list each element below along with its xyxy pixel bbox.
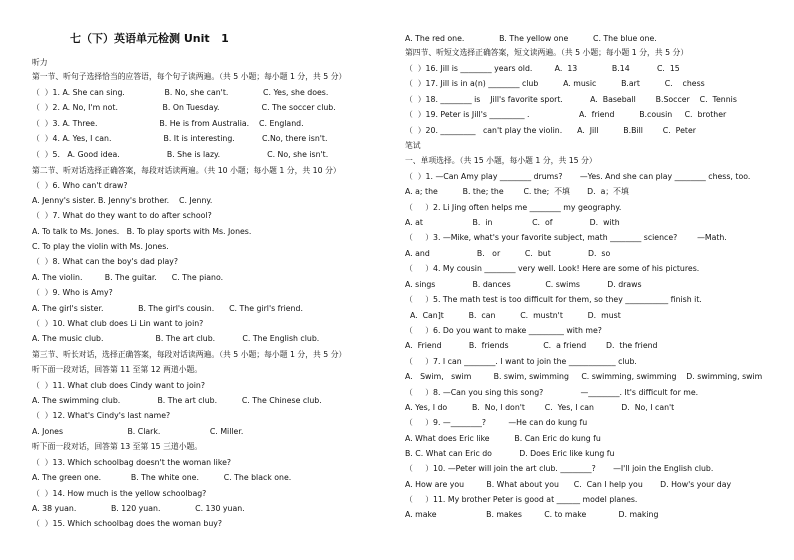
right-line-24: A. Yes, I do B. No, I don't C. Yes, I can D. No, I can't [405,403,675,412]
right-line-3: （ ）17. Jill is in a(n) ________ club A. music B.art C. chess [405,79,705,88]
left-line-3: （ ）1. A. She can sing. B. No, she can't. C. Yes, she does. [32,88,329,97]
right-line-21: （ ）7. I can ________. I want to join the ____________ club. [405,357,637,366]
right-line-28: （ ）10. —Peter will join the art club. ________? —I'll join the English club. [405,464,714,473]
left-line-8: 第二节、听对话选择正确答案，每段对话读两遍。（共 10 小题；每小题 1 分，共 10 分） [32,166,341,175]
left-line-22: （ ）11. What club does Cindy want to join? [32,381,205,390]
right-line-12: A. at B. in C. of D. with [405,218,620,227]
right-line-13: （ ）3. —Mike, what's your favorite subject, math ________ science? —Math. [405,233,727,242]
left-line-5: （ ）3. A. Three. B. He is from Australia. C. England. [32,119,304,128]
left-line-31: （ ）15. Which schoolbag does the woman buy? [32,519,223,528]
right-line-8: 一、单项选择。（共 15 小题，每小题 1 分，共 15 分） [405,156,597,165]
page-title: 七（下）英语单元检测 Unit 1 [70,32,229,45]
right-line-10: A. a; the B. the; the C. the; 不填 D. a；不填 [405,187,629,196]
left-line-12: A. To talk to Ms. Jones. B. To play sports with Ms. Jones. [32,227,252,236]
left-line-14: （ ）8. What can the boy's dad play? [32,257,179,266]
left-line-16: （ ）9. Who is Amy? [32,288,113,297]
left-line-21: 听下面一段对话，回答第 11 至第 12 两道小题。 [32,365,203,374]
right-line-19: （ ）6. Do you want to make _________ with me? [405,326,602,335]
left-line-9: （ ）6. Who can't draw? [32,181,128,190]
left-line-23: A. The swimming club. B. The art club. C. The Chinese club. [32,396,322,405]
right-line-9: （ ）1. —Can Amy play ________ drums? —Yes. And she can play ________ chess, too. [405,172,751,181]
left-line-4: （ ）2. A. No, I'm not. B. On Tuesday. C. The soccer club. [32,103,336,112]
right-line-26: A. What does Eric like B. Can Eric do kung fu [405,434,601,443]
left-line-28: A. The green one. B. The white one. C. The black one. [32,473,292,482]
right-line-4: （ ）18. ________ is Jill's favorite sport. A. Baseball B.Soccer C. Tennis [405,95,737,104]
right-line-30: （ ）11. My brother Peter is good at ______ model planes. [405,495,638,504]
left-line-10: A. Jenny's sister. B. Jenny's brother. C. Jenny. [32,196,213,205]
right-line-22: A. Swim, swim B. swim, swimming C. swimming, swimming D. swimming, swim [405,372,763,381]
right-line-20: A. Friend B. friends C. a friend D. the friend [405,341,658,350]
right-line-16: A. sings B. dances C. swims D. draws [405,280,642,289]
left-line-30: A. 38 yuan. B. 120 yuan. C. 130 yuan. [32,504,245,513]
right-line-11: （ ）2. Li Jing often helps me ________ my geography. [405,203,622,212]
right-line-14: A. and B. or C. but D. so [405,249,611,258]
left-line-11: （ ）7. What do they want to do after school? [32,211,212,220]
left-line-25: A. Jones B. Clark. C. Miller. [32,427,244,436]
right-line-1: 第四节、听短文选择正确答案，短文读两遍。（共 5 小题；每小题 1 分，共 5 分） [405,48,689,57]
left-line-2: 第一节、听句子选择恰当的应答语，每个句子读两遍。（共 5 小题；每小题 1 分，共 5 分） [32,72,347,81]
right-line-7: 笔试 [405,141,421,150]
right-line-23: （ ）8. —Can you sing this song? —________. It's difficult for me. [405,388,699,397]
left-line-26: 听下面一段对话，回答第 13 至第 15 三道小题。 [32,442,203,451]
left-line-29: （ ）14. How much is the yellow schoolbag? [32,489,207,498]
right-line-5: （ ）19. Peter is Jill's _________ . A. friend B.cousin C. brother [405,110,727,119]
right-line-29: A. How are you B. What about you C. Can I help you D. How's your day [405,480,732,489]
left-line-15: A. The violin. B. The guitar. C. The piano. [32,273,224,282]
right-line-0: A. The red one. B. The yellow one C. The blue one. [405,34,657,43]
right-line-27: B. C. What can Eric do D. Does Eric like kung fu [405,449,615,458]
left-line-27: （ ）13. Which schoolbag doesn't the woman like? [32,458,232,467]
right-line-6: （ ）20. _________ can't play the violin. A. Jill B.Bill C. Peter [405,126,696,135]
left-line-20: 第三节、听长对话，选择正确答案，每段对话读两遍。（共 5 小题；每小题 1 分，共 5 分） [32,350,347,359]
right-line-15: （ ）4. My cousin ________ very well. Look! Here are some of his pictures. [405,264,700,273]
right-line-31: A. make B. makes C. to make D. making [405,510,659,519]
right-line-25: （ ）9. —________? —He can do kung fu [405,418,588,427]
left-line-13: C. To play the violin with Ms. Jones. [32,242,169,251]
right-line-2: （ ）16. Jill is ________ years old. A. 13 B.14 C. 15 [405,64,680,73]
left-line-19: A. The music club. B. The art club. C. The English club. [32,334,320,343]
left-line-24: （ ）12. What's Cindy's last name? [32,411,171,420]
left-line-1: 听力 [32,58,48,67]
left-line-6: （ ）4. A. Yes, I can. B. It is interesting. C.No, there isn't. [32,134,328,143]
left-line-7: （ ）5. A. Good idea. B. She is lazy. C. No, she isn't. [32,150,329,159]
left-line-17: A. The girl's sister. B. The girl's cousin. C. The girl's friend. [32,304,303,313]
right-line-17: （ ）5. The math test is too difficult for them, so they ___________ finish it. [405,295,702,304]
left-line-18: （ ）10. What club does Li Lin want to join? [32,319,204,328]
right-line-18: A. Can]t B. can C. mustn't D. must [405,311,621,320]
